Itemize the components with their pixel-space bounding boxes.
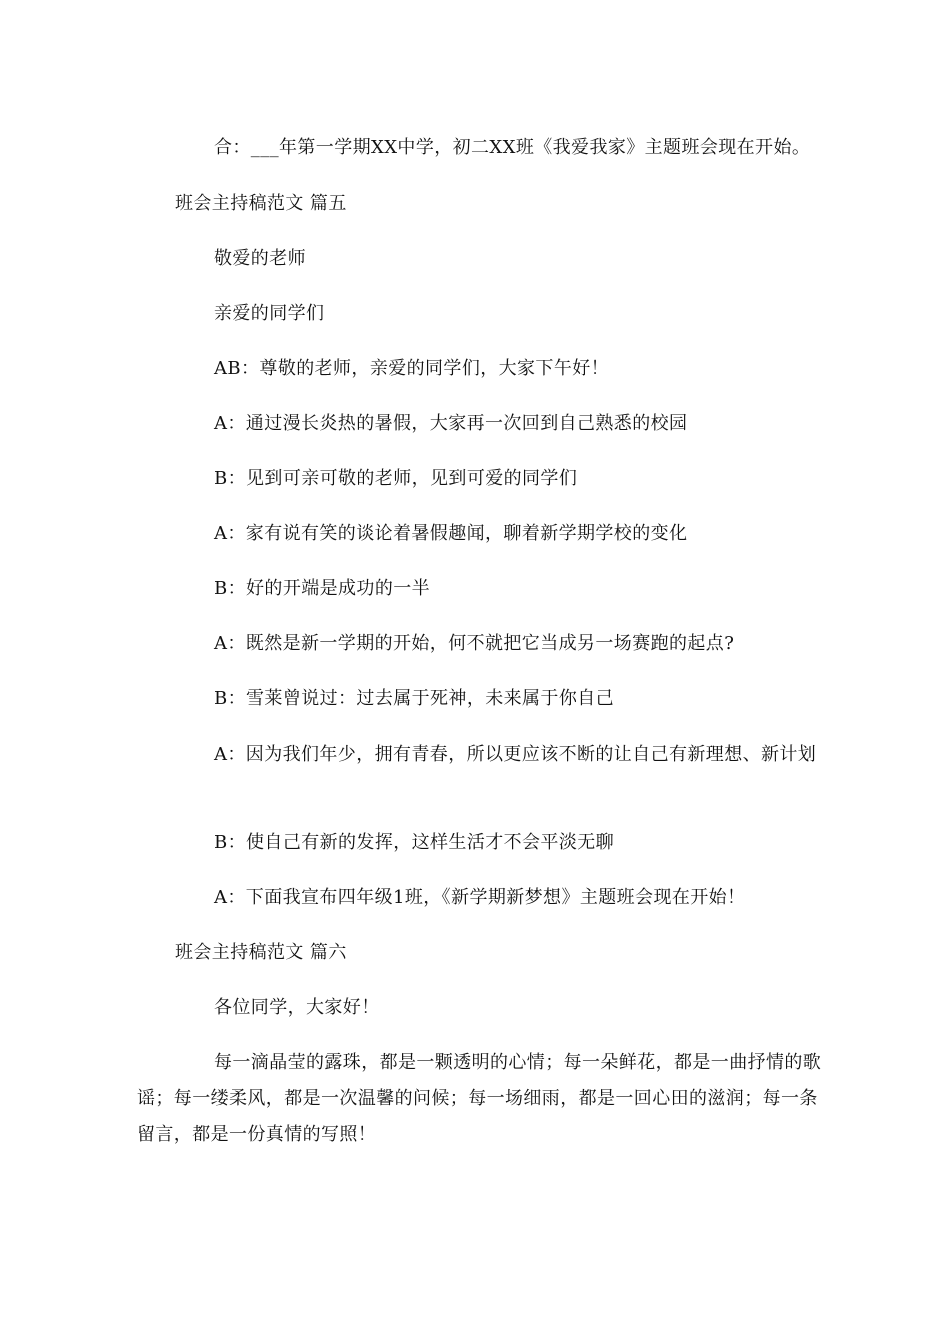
dialogue-line: B：见到可亲可敬的老师，见到可爱的同学们 xyxy=(214,468,578,489)
greeting-teachers: 敬爱的老师 xyxy=(214,248,306,269)
greeting-classmates: 亲爱的同学们 xyxy=(214,303,325,324)
opening-closing-line: 合：___年第一学期XX中学，初二XX班《我爱我家》主题班会现在开始。 xyxy=(214,137,811,158)
dialogue-line: AB：尊敬的老师，亲爱的同学们，大家下午好！ xyxy=(214,358,610,379)
dialogue-line: B：使自己有新的发挥，这样生活才不会平淡无聊 xyxy=(214,832,615,853)
dialogue-line: B：雪莱曾说过：过去属于死神，未来属于你自己 xyxy=(214,688,615,709)
dialogue-line: B：好的开端是成功的一半 xyxy=(214,578,431,599)
section-heading-6: 班会主持稿范文 篇六 xyxy=(175,942,347,963)
dialogue-line: A：既然是新一学期的开始，何不就把它当成另一场赛跑的起点? xyxy=(214,633,735,654)
body-paragraph: 每一滴晶莹的露珠，都是一颗透明的心情；每一朵鲜花，都是一曲抒情的歌谣；每一缕柔风，都是一次温馨的问候；每一场细雨，都是一回心田的滋润；每一条留言，都是一份真情的写照！ xyxy=(137,1052,822,1145)
dialogue-line: A：下面我宣布四年级1班，《新学期新梦想》主题班会现在开始！ xyxy=(214,887,746,908)
greeting-everyone: 各位同学，大家好！ xyxy=(214,997,380,1018)
dialogue-paragraph: A：因为我们年少，拥有青春，所以更应该不断的让自己有新理想、新计划 xyxy=(214,744,817,765)
dialogue-line: A：通过漫长炎热的暑假，大家再一次回到自己熟悉的校园 xyxy=(214,413,688,434)
section-heading-5: 班会主持稿范文 篇五 xyxy=(175,193,347,214)
dialogue-line: A：家有说有笑的谈论着暑假趣闻，聊着新学期学校的变化 xyxy=(214,523,688,544)
